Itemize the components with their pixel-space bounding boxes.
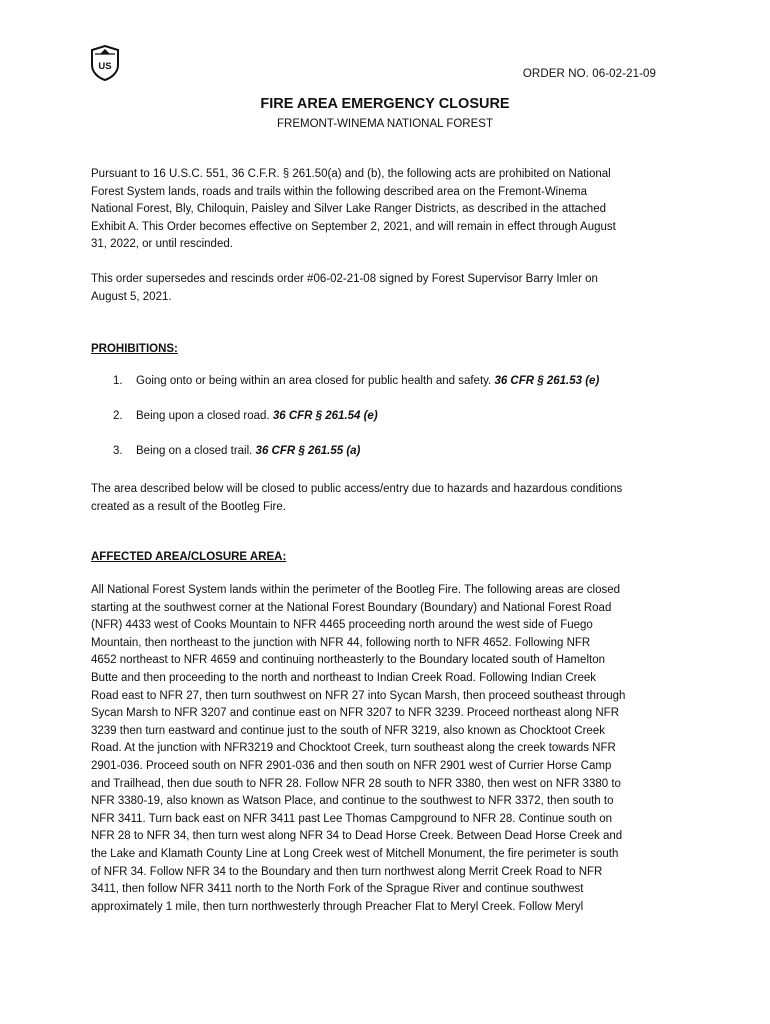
prohibition-item [113,445,360,457]
intro-line: 31, 2022, or until rescinded. [91,238,233,251]
area-line: Road east to NFR 27, then turn southwest on NFR 27 into Sycan Marsh, then proceed southeast through [91,689,626,702]
closure-note-paragraph [91,481,691,516]
item-text: Going onto or being within an area closed for public health and safety. [136,375,495,387]
item-number: 1. [113,375,123,387]
area-line: Mountain, then northeast to the junction with NFR 44, following north to NFR 4652. Following NFR [91,636,591,649]
svg-text:US: US [98,61,112,72]
closure-note-line: created as a result of the Bootleg Fire. [91,500,286,513]
prohibitions-heading: PROHIBITIONS: [91,343,178,355]
area-line: All National Forest System lands within the perimeter of the Bootleg Fire. The following areas are closed [91,584,621,596]
area-line: the Lake and Klamath County Line at Long Creek west of Mitchell Monument, the fire perimeter is south [91,847,619,860]
area-line: Butte and then proceeding to the north and northeast to Indian Creek Road. Following Indian Creek [91,671,597,684]
item-number: 2. [113,410,123,422]
affected-area-heading: AFFECTED AREA/CLOSURE AREA: [91,551,287,563]
affected-area-heading-block [91,549,691,567]
intro-paragraph [91,166,691,254]
item-citation: 36 CFR § 261.55 (a) [255,445,361,457]
prohibition-item [113,375,599,387]
supersedes-line: This order supersedes and rescinds order #06-02-21-08 signed by Forest Supervisor Barry Imler on [91,273,598,285]
area-line: 3411, then follow NFR 3411 north to the North Fork of the Sprague River and continue southwest [91,883,584,896]
area-line: Sycan Marsh to NFR 3207 and continue east on NFR 3207 to NFR 3239. Proceed northeast along NFR [91,707,620,720]
page-title: FIRE AREA EMERGENCY CLOSURE [260,96,510,112]
order-number: ORDER NO. 06-02-21-09 [522,68,656,80]
item-citation: 36 CFR § 261.53 (e) [494,375,600,387]
forest-service-shield-icon [89,45,121,81]
prohibition-item [113,410,378,422]
item-text: Being upon a closed road. [136,410,273,422]
area-line: and Trailhead, then due south to NFR 28. Follow NFR 28 south to NFR 3380, then west on NFR 3380 to [91,777,621,790]
item-number: 3. [113,445,123,457]
area-line: (NFR) 4433 west of Cooks Mountain to NFR 4465 proceeding north around the west side of Fuego [91,619,593,632]
item-citation: 36 CFR § 261.54 (e) [272,410,378,422]
area-line: Road. At the junction with NFR3219 and Chocktoot Creek, turn southeast along the creek towards NFR [91,742,616,755]
item-text: Being on a closed trail. [136,445,256,457]
supersedes-paragraph [91,271,691,306]
intro-line: Exhibit A. This Order becomes effective on September 2, 2021, and will remain in effect through August [91,220,616,233]
area-line: 3239 then turn eastward and continue just to the south of NFR 3219, also known as Chocktoot Creek [91,724,605,737]
affected-area-paragraph [91,582,691,916]
area-line: NFR 3411. Turn back east on NFR 3411 past Lee Thomas Campground to NFR 28. Continue south on [91,812,612,825]
supersedes-line: August 5, 2021. [91,290,172,303]
area-line: NFR 3380-19, also known as Watson Place, and continue to the southwest to NFR 3372, then south to [91,795,614,808]
forest-name-subtitle: FREMONT-WINEMA NATIONAL FOREST [277,118,493,130]
area-line: 4652 northeast to NFR 4659 and continuing northeasterly to the Boundary located south of Hamelton [91,654,605,667]
area-line: 2901-036. Proceed south on NFR 2901-036 and then south on NFR 2901 west of Currier Horse Camp [91,759,612,772]
area-line: NFR 28 to NFR 34, then turn west along NFR 34 to Dead Horse Creek. Between Dead Horse Creek and [91,830,623,843]
intro-line: Forest System lands, roads and trails within the following described area on the Fremont-Winema [91,185,588,198]
intro-line: Pursuant to 16 U.S.C. 551, 36 C.F.R. § 261.50(a) and (b), the following acts are prohibited on National [91,168,611,180]
area-line: starting at the southwest corner at the National Forest Boundary (Boundary) and National Forest Road [91,601,612,614]
prohibitions-section [91,341,691,359]
area-line: of NFR 34. Follow NFR 34 to the Boundary and then turn northwest along Merrit Creek Road to NFR [91,865,603,878]
intro-line: National Forest, Bly, Chiloquin, Paisley and Silver Lake Ranger Districts, as described in the attached [91,203,606,216]
area-line: approximately 1 mile, then turn northwesterly through Preacher Flat to Meryl Creek. Follow Meryl [91,900,584,913]
closure-note-line: The area described below will be closed to public access/entry due to hazards and hazardous conditions [91,483,623,495]
